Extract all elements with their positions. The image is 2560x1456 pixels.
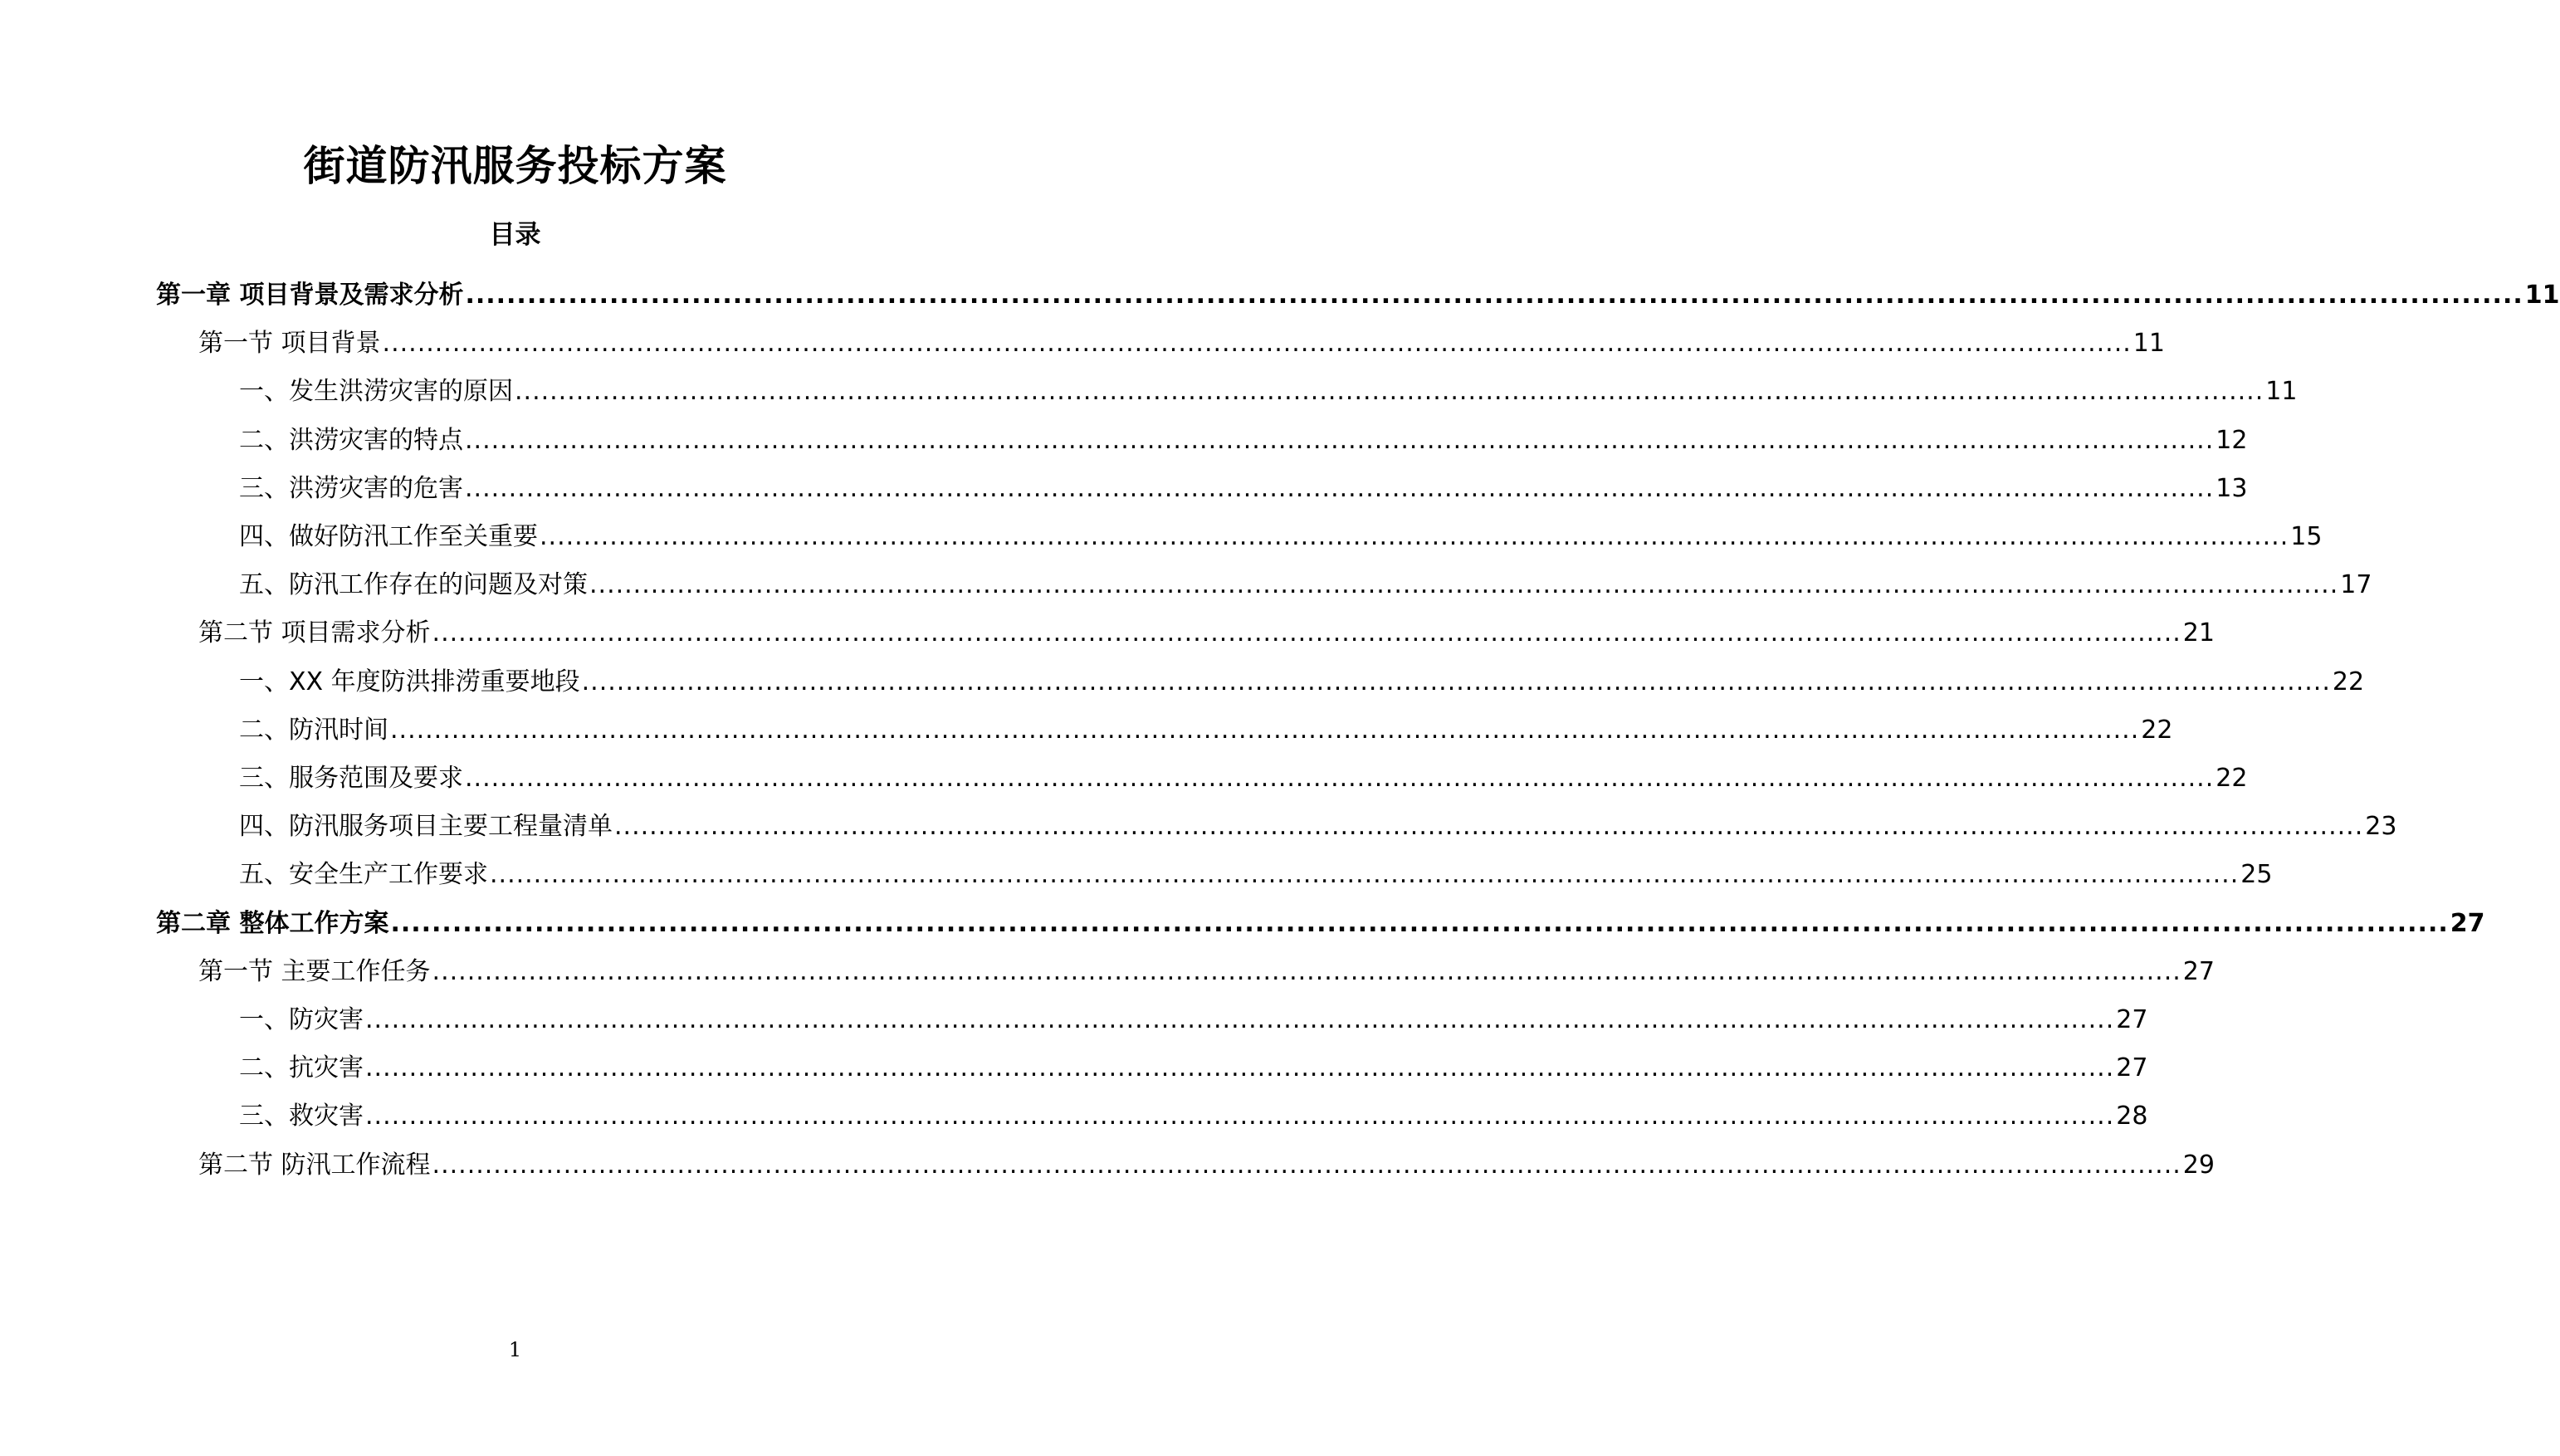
toc-dot-leader: ........................................................................................................................................................................................................ — [365, 1102, 2115, 1131]
toc-entry-page: 23 — [2365, 812, 2397, 842]
toc-entry-page: 27 — [2116, 1005, 2148, 1034]
toc-entry-page: 11 — [2133, 329, 2165, 359]
toc-dot-leader: ........................................................................................................................................................................................................ — [581, 667, 2331, 696]
toc-entry-page: 29 — [2182, 1150, 2215, 1180]
toc-entry[interactable] — [239, 657, 2365, 699]
toc-entry-text: 一、防灾害 — [239, 1005, 364, 1034]
toc-entry-text: 二、防汛时间 — [239, 715, 388, 745]
toc-entry-page: 11 — [2265, 377, 2298, 407]
toc-entry-text: 三、救灾害 — [239, 1102, 364, 1131]
toc-dot-leader: ........................................................................................................................................................................................................ — [432, 618, 2181, 648]
toc-entry-text: 二、洪涝灾害的特点 — [239, 425, 463, 455]
toc-dot-leader: ........................................................................................................................................................................................................ — [365, 1053, 2115, 1083]
toc-dot-leader: ........................................................................................................................................................................................................ — [465, 764, 2215, 793]
toc-dot-leader: ........................................................................................................................................................................................................ — [365, 1005, 2115, 1034]
toc-entry[interactable] — [239, 416, 2248, 457]
toc-entry-text: 第二节 项目需求分析 — [198, 618, 431, 648]
toc-entry-text: 一、发生洪涝灾害的原因 — [239, 377, 513, 407]
toc-entry-page: 22 — [2332, 667, 2365, 696]
toc-entry-text: 五、防汛工作存在的问题及对策 — [239, 570, 588, 600]
toc-entry[interactable] — [156, 271, 2560, 312]
toc-entry[interactable] — [198, 947, 2215, 989]
toc-heading: 目录 — [489, 220, 541, 250]
toc-entry[interactable] — [239, 367, 2298, 408]
page-number: 1 — [508, 1338, 522, 1361]
toc-entry-page: 21 — [2182, 618, 2215, 648]
toc-entry[interactable] — [239, 1092, 2148, 1133]
toc-entry-text: 第一节 项目背景 — [198, 329, 381, 359]
toc-entry-page: 22 — [2141, 715, 2173, 745]
toc-dot-leader: ........................................................................................................................................................................................................ — [465, 425, 2215, 455]
toc-dot-leader: ........................................................................................................................................................................................................ — [432, 1150, 2181, 1180]
document-title: 街道防汛服务投标方案 — [303, 142, 727, 190]
toc-entry[interactable] — [239, 512, 2323, 554]
toc-entry-page: 27 — [2116, 1053, 2148, 1083]
toc-entry-page: 15 — [2290, 522, 2323, 551]
toc-dot-leader: ........................................................................................................................................................................................................ — [465, 473, 2215, 503]
toc-entry[interactable] — [198, 608, 2215, 650]
toc-entry-page: 25 — [2240, 860, 2273, 890]
toc-dot-leader: ........................................................................................................................................................................................................ — [540, 522, 2289, 551]
toc-dot-leader: ........................................................................................................................................................................................................ — [515, 377, 2264, 407]
toc-entry-page: 13 — [2216, 473, 2248, 503]
toc-entry[interactable] — [198, 1141, 2215, 1182]
toc-entry-text: 第二节 防汛工作流程 — [198, 1150, 431, 1180]
toc-entry-text: 第二章 整体工作方案 — [156, 908, 389, 938]
toc-entry-text: 第一节 主要工作任务 — [198, 956, 431, 986]
toc-dot-leader: ........................................................................................................................................................................................................ — [382, 329, 2132, 359]
toc-entry-text: 二、抗灾害 — [239, 1053, 364, 1083]
toc-dot-leader: ........................................................................................................................................................................................................ — [589, 570, 2339, 600]
toc-entry[interactable] — [239, 802, 2397, 843]
toc-entry[interactable] — [239, 706, 2173, 747]
toc-entry-page: 27 — [2182, 956, 2215, 986]
toc-dot-leader: ........................................................................................................................................................................................................ — [465, 281, 2523, 310]
toc-entry-text: 四、防汛服务项目主要工程量清单 — [239, 812, 613, 842]
toc-dot-leader: ........................................................................................................................................................................................................ — [614, 812, 2364, 842]
toc-entry-text: 三、服务范围及要求 — [239, 764, 463, 793]
toc-entry[interactable] — [239, 850, 2273, 892]
toc-entry[interactable] — [239, 464, 2248, 506]
toc-entry[interactable] — [239, 560, 2372, 602]
toc-entry-page: 28 — [2116, 1102, 2148, 1131]
toc-entry-page: 12 — [2216, 425, 2248, 455]
toc-entry[interactable] — [239, 1043, 2148, 1085]
toc-dot-leader: ........................................................................................................................................................................................................ — [490, 860, 2240, 890]
toc-dot-leader: ........................................................................................................................................................................................................ — [390, 908, 2449, 938]
toc-entry-page: 22 — [2216, 764, 2248, 793]
toc-dot-leader: ........................................................................................................................................................................................................ — [432, 956, 2181, 986]
toc-dot-leader: ........................................................................................................................................................................................................ — [390, 715, 2140, 745]
toc-entry[interactable] — [156, 899, 2485, 941]
toc-entry-text: 五、安全生产工作要求 — [239, 860, 488, 890]
toc-entry-page: 27 — [2450, 908, 2485, 938]
toc-entry[interactable] — [198, 319, 2165, 360]
toc-entry-page: 17 — [2340, 570, 2372, 600]
toc-entry-text: 三、洪涝灾害的危害 — [239, 473, 463, 503]
toc-entry[interactable] — [239, 995, 2148, 1037]
toc-entry-text: 四、做好防汛工作至关重要 — [239, 522, 538, 551]
toc-entry-text: 第一章 项目背景及需求分析 — [156, 281, 464, 310]
toc-entry-page: 11 — [2524, 281, 2560, 310]
toc-entry[interactable] — [239, 754, 2248, 795]
toc-entry-text: 一、XX 年度防洪排涝重要地段 — [239, 667, 580, 696]
